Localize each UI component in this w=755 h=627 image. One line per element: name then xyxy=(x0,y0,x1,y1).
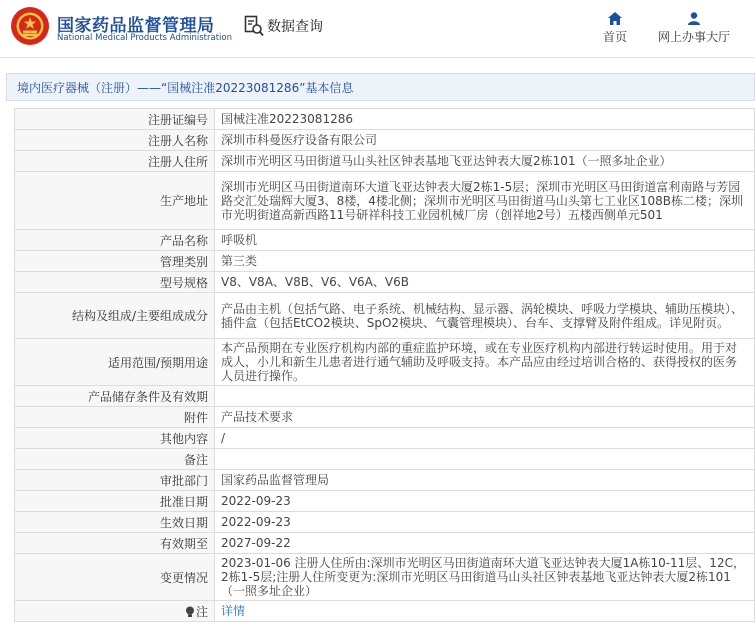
field-value: V8、V8A、V8B、V6、V6A、V6B xyxy=(215,272,755,293)
field-label: 审批部门 xyxy=(15,470,215,491)
field-value: 深圳市光明区马田街道南环大道飞亚达钟表大厦2栋1-5层；深圳市光明区马田街道富利南路与芳园路交汇处瑞辉大厦3、8楼，4楼北侧；深圳市光明区马田街道马山头第七工业区108B栋二楼；深圳市光明街道高新西路11号研祥科技工业园机械厂房（创祥地2号）五楼西侧单元501 xyxy=(215,172,755,230)
table-row xyxy=(15,470,755,491)
field-value: 2022-09-23 xyxy=(215,512,755,533)
field-label: 其他内容 xyxy=(15,428,215,449)
details-link[interactable]: 详情 xyxy=(221,604,246,618)
table-row xyxy=(15,151,755,172)
table-row xyxy=(15,554,755,601)
table-row xyxy=(15,512,755,533)
table-row xyxy=(15,428,755,449)
field-value: 2022-09-23 xyxy=(215,491,755,512)
field-value: 呼吸机 xyxy=(215,230,755,251)
nav-online-hall[interactable] xyxy=(658,12,730,45)
table-row xyxy=(15,109,755,130)
field-label: 产品储存条件及有效期 xyxy=(15,386,215,407)
table-row-note xyxy=(15,601,755,622)
field-label: 批准日期 xyxy=(15,491,215,512)
table-row xyxy=(15,251,755,272)
registration-detail-table xyxy=(14,108,755,622)
field-label: 备注 xyxy=(15,449,215,470)
field-value xyxy=(215,386,755,407)
field-value: 第三类 xyxy=(215,251,755,272)
user-icon xyxy=(687,12,701,25)
breadcrumb xyxy=(6,73,755,101)
field-label: 附件 xyxy=(15,407,215,428)
field-label: 产品名称 xyxy=(15,230,215,251)
nav-home[interactable] xyxy=(603,12,627,45)
field-label: 注册人住所 xyxy=(15,151,215,172)
field-label: 注册人名称 xyxy=(15,130,215,151)
field-label: 生效日期 xyxy=(15,512,215,533)
national-emblem-logo[interactable] xyxy=(10,6,50,46)
note-value-cell xyxy=(215,601,755,622)
note-label-cell xyxy=(15,601,215,622)
search-doc-icon xyxy=(244,15,264,37)
nav-home-label: 首页 xyxy=(603,30,628,44)
field-value xyxy=(215,449,755,470)
breadcrumb-text: 境内医疗器械（注册）——“国械注准20223081286”基本信息 xyxy=(17,80,354,95)
field-value: 产品技术要求 xyxy=(215,407,755,428)
field-label: 变更情况 xyxy=(15,554,215,601)
site-header xyxy=(0,0,755,58)
field-value: 2027-09-22 xyxy=(215,533,755,554)
field-value: 本产品预期在专业医疗机构内部的重症监护环境，或在专业医疗机构内部进行转运时使用。用于对成人，小儿和新生儿患者进行通气辅助及呼吸支持。本产品应由经过培训合格的、获得授权的医务人员进行操作。 xyxy=(215,339,755,386)
table-row xyxy=(15,386,755,407)
table-row xyxy=(15,172,755,230)
field-value: / xyxy=(215,428,755,449)
field-value: 深圳市光明区马田街道马山头社区钟表基地飞亚达钟表大厦2栋101（一照多址企业） xyxy=(215,151,755,172)
field-value: 国械注准20223081286 xyxy=(215,109,755,130)
table-row xyxy=(15,533,755,554)
field-label: 适用范围/预期用途 xyxy=(15,339,215,386)
field-value: 深圳市科曼医疗设备有限公司 xyxy=(215,130,755,151)
table-row xyxy=(15,339,755,386)
field-label: 型号规格 xyxy=(15,272,215,293)
table-row xyxy=(15,272,755,293)
table-row xyxy=(15,230,755,251)
data-query-label: 数据查询 xyxy=(267,19,323,35)
field-label: 注册证编号 xyxy=(15,109,215,130)
table-row xyxy=(15,407,755,428)
field-label: 生产地址 xyxy=(15,172,215,230)
note-label: 注 xyxy=(195,604,208,619)
brand-subtitle: National Medical Products Administration xyxy=(57,33,232,43)
field-label: 有效期至 xyxy=(15,533,215,554)
nav-online-hall-label: 网上办事大厅 xyxy=(658,30,731,44)
field-value: 产品由主机（包括气路、电子系统、机械结构、显示器、涡轮模块、呼吸力学模块、辅助压模块）、插件盒（包括EtCO2模块、SpO2模块、气囊管理模块）、台车、支撑臂及附件组成。详见附页。 xyxy=(215,293,755,339)
field-label: 结构及组成/主要组成成分 xyxy=(15,293,215,339)
data-query-link[interactable] xyxy=(244,15,323,37)
field-value: 国家药品监督管理局 xyxy=(215,470,755,491)
table-row xyxy=(15,491,755,512)
field-value: 2023-01-06 注册人住所由:深圳市光明区马田街道南环大道飞亚达钟表大厦1A栋10-11层、12C，2栋1-5层;注册人住所变更为:深圳市光明区马田街道马山头社区钟表基地飞亚达钟表大厦2栋101（一照多址企业） xyxy=(215,554,755,601)
table-row xyxy=(15,293,755,339)
bulb-icon xyxy=(185,606,195,618)
brand-title: 国家药品监督管理局 xyxy=(57,16,215,36)
table-row xyxy=(15,130,755,151)
field-label: 管理类别 xyxy=(15,251,215,272)
table-row xyxy=(15,449,755,470)
home-icon xyxy=(608,12,622,25)
